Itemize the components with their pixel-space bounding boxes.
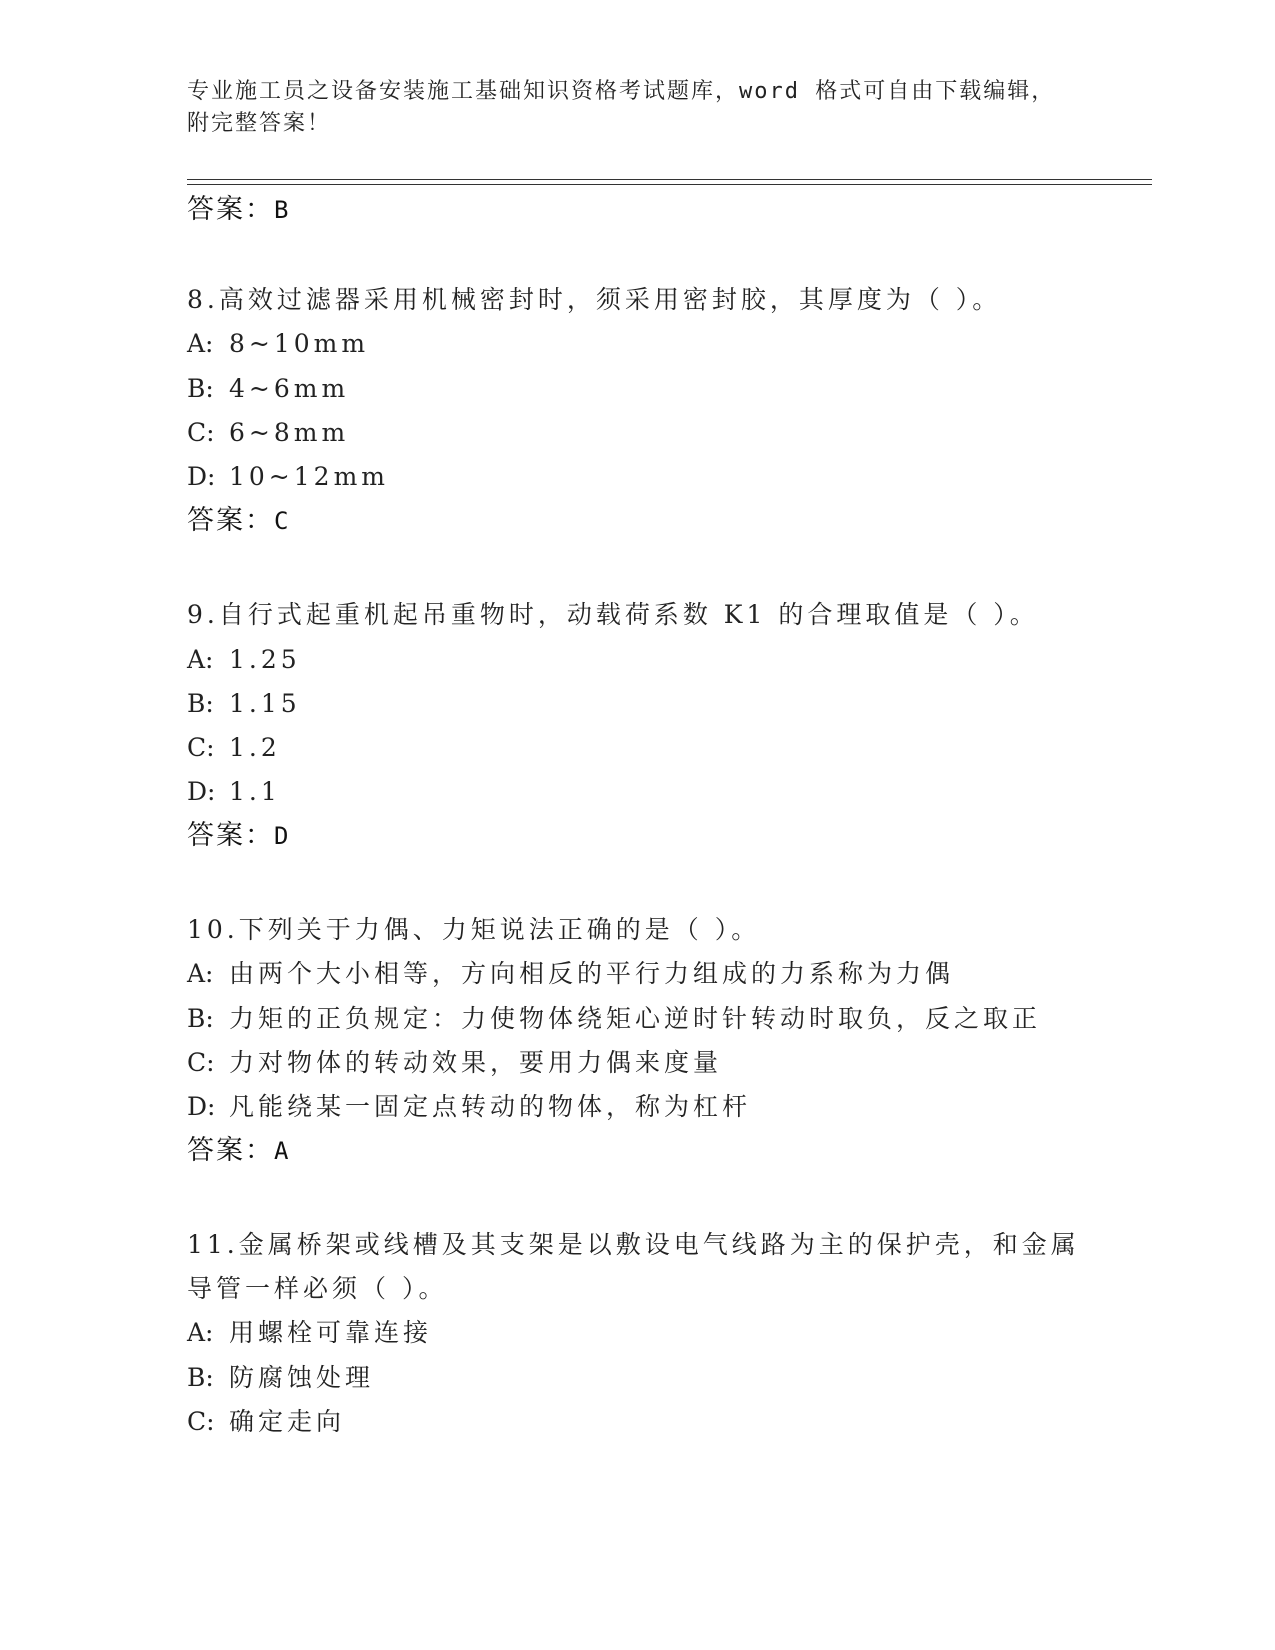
option-9-d <box>187 775 281 809</box>
option-9-a <box>187 643 301 677</box>
option-11-c <box>187 1405 345 1439</box>
option-key: A: <box>187 1318 214 1347</box>
option-text: 由两个大小相等，方向相反的平行力组成的力系称为力偶 <box>229 959 955 988</box>
answer-value: A <box>274 1137 291 1165</box>
option-text: 确定走向 <box>229 1407 346 1436</box>
option-key: D: <box>187 777 216 806</box>
option-9-c <box>187 731 281 765</box>
option-text: 1.1 <box>229 777 281 806</box>
header-line-2: 附完整答案！ <box>187 111 332 136</box>
answer-line-8 <box>187 504 290 538</box>
option-text: 1.25 <box>229 645 301 674</box>
question-stem-11-line-2: 导管一样必须（ ）。 <box>187 1274 448 1303</box>
option-key: A: <box>187 645 214 674</box>
answer-line-prev <box>187 193 290 227</box>
answer-line-10 <box>187 1134 290 1168</box>
option-11-a <box>187 1316 432 1350</box>
option-key: B: <box>187 1363 214 1392</box>
answer-value: B <box>274 196 291 224</box>
option-text: 10~12mm <box>229 462 389 491</box>
option-text: 1.15 <box>229 689 301 718</box>
option-text: 用螺栓可靠连接 <box>229 1318 433 1347</box>
option-10-d <box>187 1090 751 1124</box>
answer-label: 答案： <box>187 820 274 851</box>
option-10-a <box>187 957 954 991</box>
option-text: 1.2 <box>229 733 281 762</box>
question-stem-8: 8.高效过滤器采用机械密封时，须采用密封胶，其厚度为（ ）。 <box>187 285 1002 314</box>
option-text: 防腐蚀处理 <box>229 1363 375 1392</box>
option-text: 力矩的正负规定：力使物体绕矩心逆时针转动时取负，反之取正 <box>229 1004 1042 1033</box>
question-stem-11-line-1: 11.金属桥架或线槽及其支架是以敷设电气线路为主的保护壳，和金属 <box>187 1230 1080 1259</box>
option-8-a <box>187 327 369 361</box>
header-divider-bottom <box>187 184 1152 185</box>
answer-value: D <box>274 822 291 850</box>
header-line-1: 专业施工员之设备安装施工基础知识资格考试题库，word 格式可自由下载编辑， <box>187 79 1056 104</box>
option-text: 6~8mm <box>229 418 350 447</box>
option-text: 力对物体的转动效果，要用力偶来度量 <box>229 1048 723 1077</box>
option-key: C: <box>187 418 215 447</box>
option-9-b <box>187 687 301 721</box>
option-key: B: <box>187 1004 214 1033</box>
option-8-c <box>187 416 349 450</box>
option-key: D: <box>187 1092 216 1121</box>
header-divider-top <box>187 179 1152 180</box>
option-text: 4~6mm <box>229 374 350 403</box>
option-8-b <box>187 372 349 406</box>
option-10-b <box>187 1002 1041 1036</box>
answer-line-9 <box>187 819 290 853</box>
option-key: C: <box>187 1407 215 1436</box>
option-10-c <box>187 1046 722 1080</box>
option-key: B: <box>187 374 214 403</box>
option-key: B: <box>187 689 214 718</box>
answer-label: 答案： <box>187 1135 274 1166</box>
option-key: A: <box>187 959 214 988</box>
answer-value: C <box>274 507 291 535</box>
option-text: 8~10mm <box>229 329 370 358</box>
document-header <box>187 76 1087 140</box>
question-stem-10: 10.下列关于力偶、力矩说法正确的是（ ）。 <box>187 915 761 944</box>
option-key: A: <box>187 329 214 358</box>
option-11-b <box>187 1361 374 1395</box>
option-key: C: <box>187 733 215 762</box>
option-text: 凡能绕某一固定点转动的物体，称为杠杆 <box>229 1092 752 1121</box>
option-key: D: <box>187 462 216 491</box>
option-8-d <box>187 460 389 494</box>
option-key: C: <box>187 1048 215 1077</box>
question-stem-9: 9.自行式起重机起吊重物时，动载荷系数 K1 的合理取值是（ ）。 <box>187 600 1039 629</box>
answer-label: 答案： <box>187 505 274 536</box>
answer-label: 答案： <box>187 194 274 225</box>
